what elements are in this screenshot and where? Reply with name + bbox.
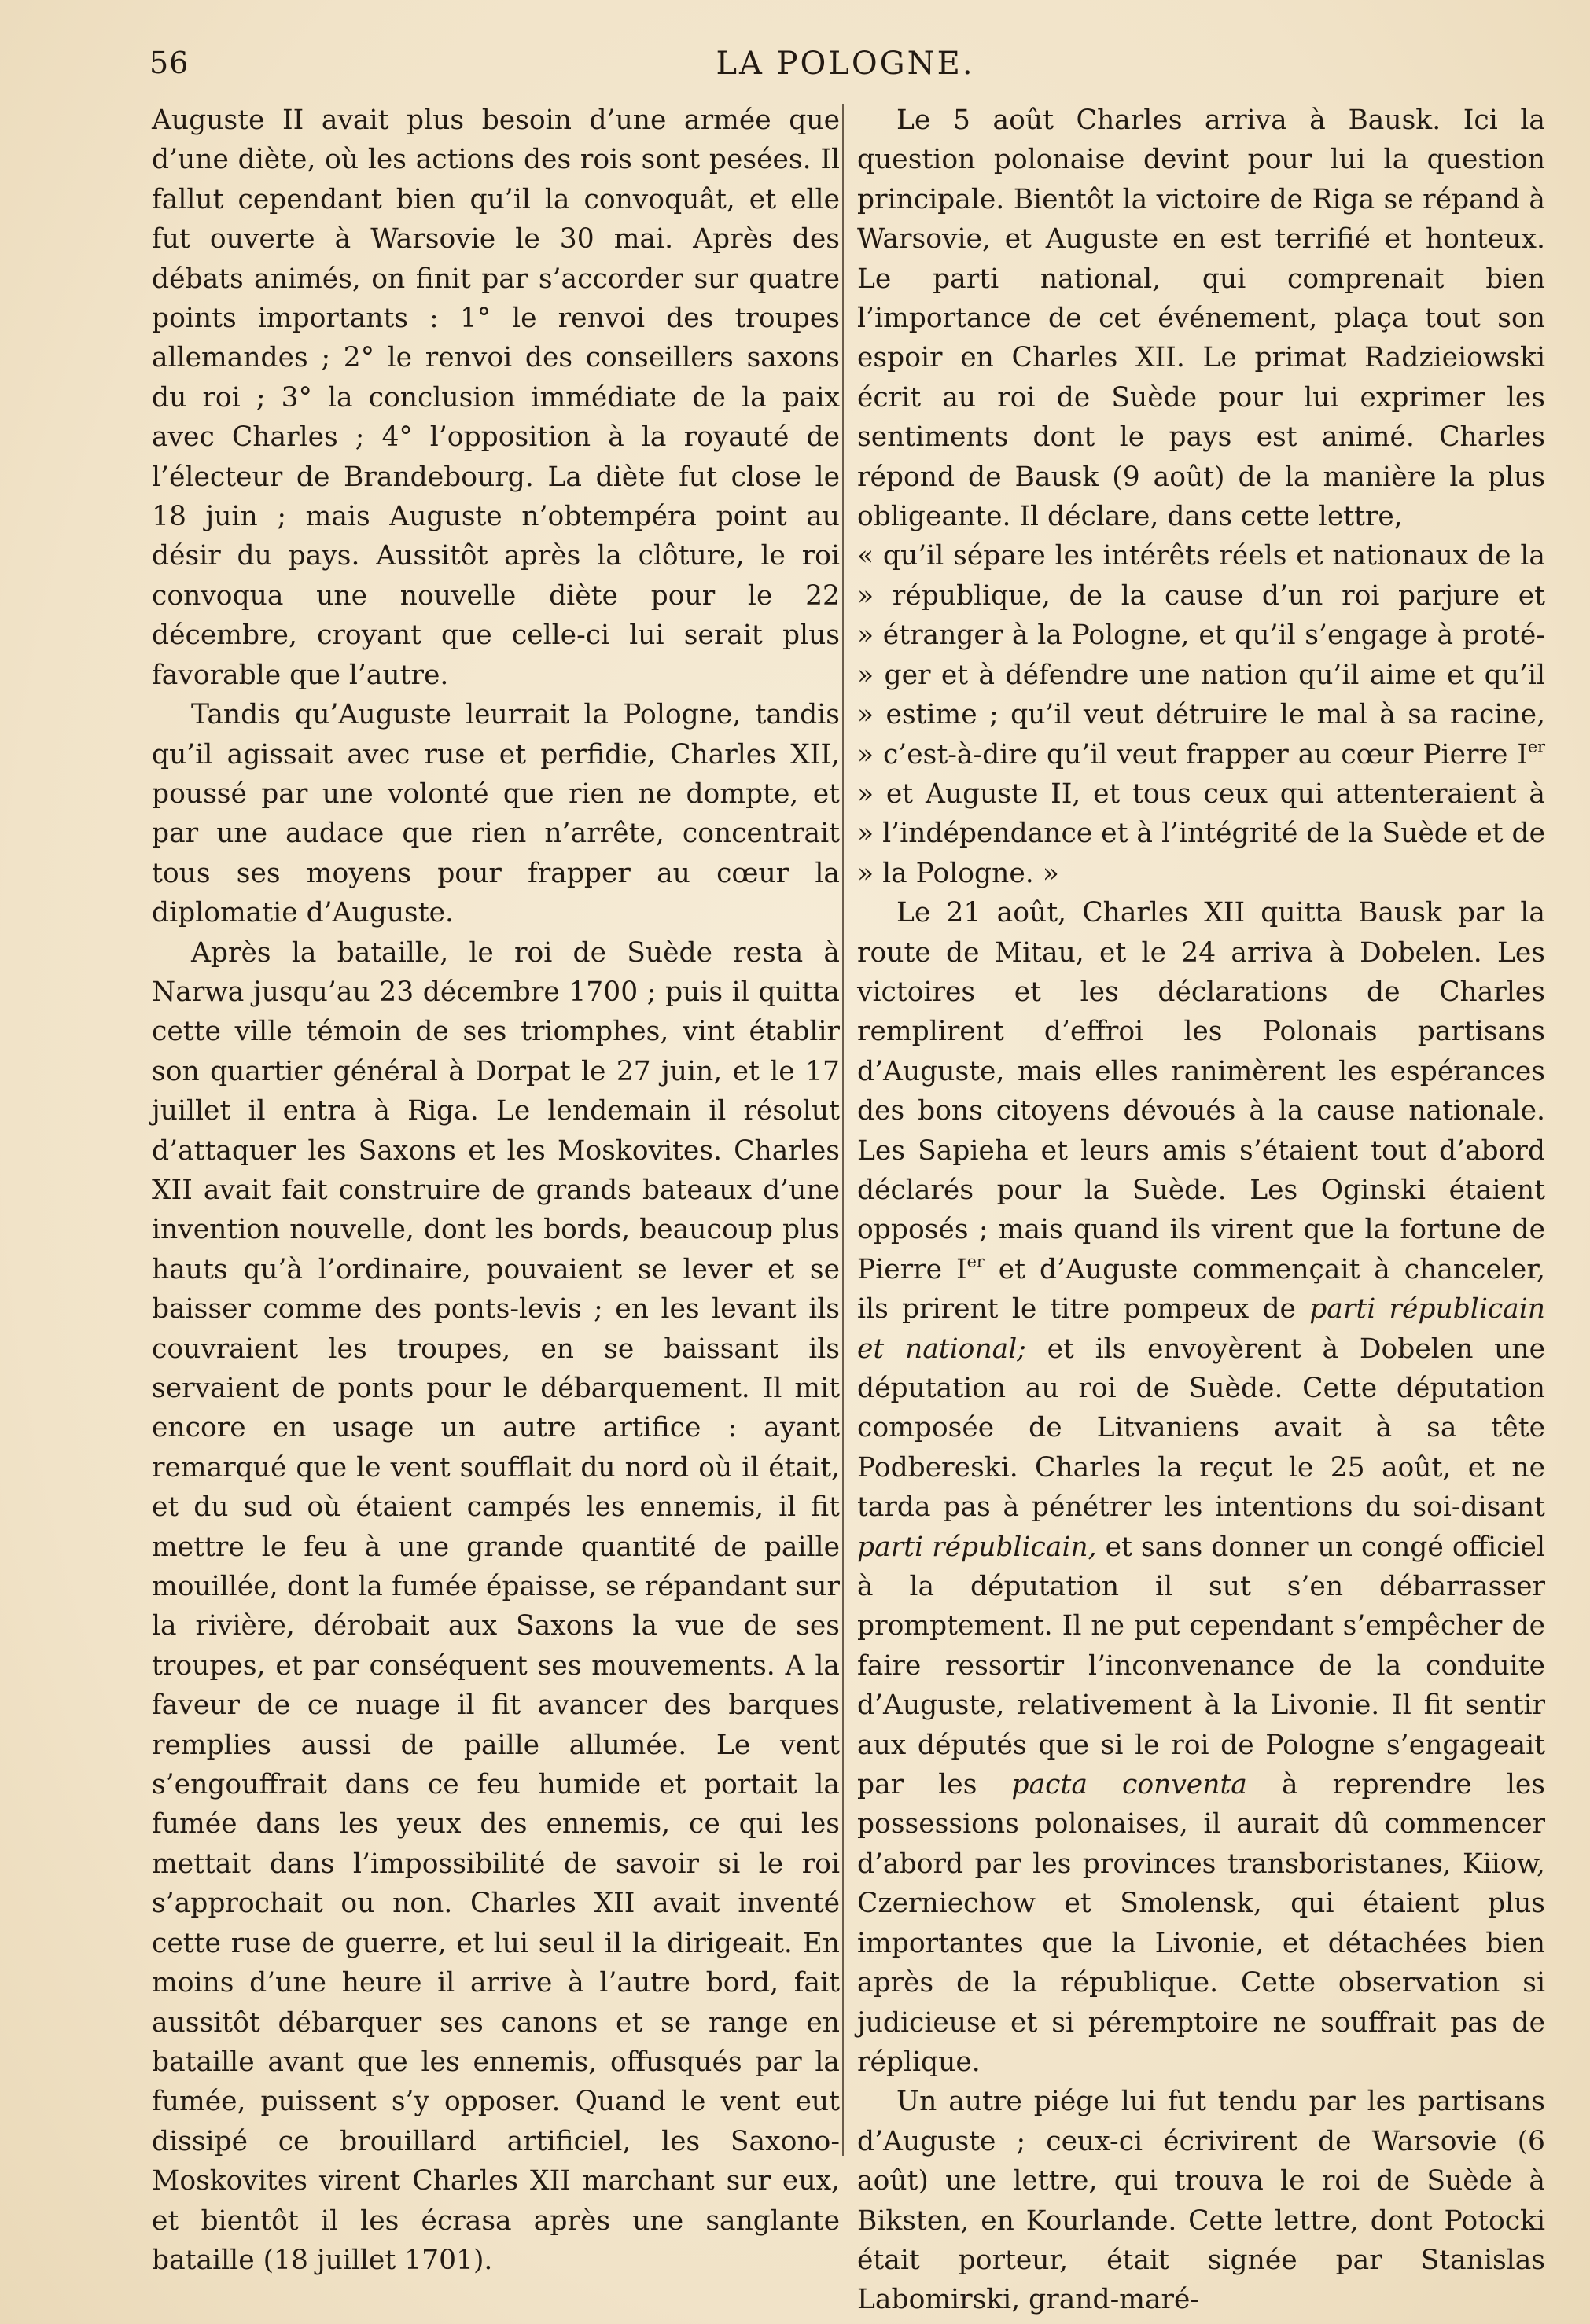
left-column — [152, 101, 840, 2280]
text-run: et sans donner un congé officiel à la députation il sut s’en débarrasser promptement. Il ne put cependant s’empêcher de faire ressortir l’inconvenance de la conduite d’Auguste, relativement à la Livonie. Il fit sentir aux députés que si le roi de Pologne s’engageait par les — [857, 1531, 1545, 1801]
quote-line: » l’indépendance et à l’intégrité de la Suède et de — [857, 818, 1545, 850]
quote-line: » la Pologne. » — [857, 857, 1059, 889]
quote-line: » et Auguste II, et tous ceux qui attenteraient à — [857, 778, 1545, 810]
quote-text: » c’est-à-dire qu’il veut frapper au cœur Pierre I — [857, 738, 1528, 770]
running-title: LA POLOGNE. — [716, 46, 975, 82]
right-column — [857, 101, 1545, 2320]
quote-line: » estime ; qu’il veut détruire le mal à sa racine, — [857, 699, 1545, 731]
superscript: er — [1527, 737, 1545, 756]
quote-line: » république, de la cause d’un roi parjure et — [857, 579, 1545, 612]
right-paragraph-1: Le 5 août Charles arriva à Bausk. Ici la question polonaise devint pour lui la question principale. Bientôt la victoire de Riga se répand à Warsovie, et Auguste en est terrifié et honteux. Le parti national, qui comprenait bien l’importance de cet événement, plaça tout son espoir en Charles XII. Le primat Radzieiowski écrit au roi de Suède pour lui exprimer les sentiments dont le pays est animé. Charles répond de Bausk (9 août) de la manière la plus obligeante. Il déclare, dans cette lettre, — [857, 105, 1545, 533]
quote-line: « qu’il sépare les intérêts réels et nationaux de la — [857, 540, 1545, 572]
text-run: et ils envoyèrent à Dobelen une députation au roi de Suède. Cette députation composée de Litvaniens avait à sa tête Podbereski. Charles la reçut le 25 août, et ne tarda pas à pénétrer les intentions du soi-disant — [857, 1333, 1545, 1524]
column-divider — [842, 104, 844, 2156]
text-run: et d’Auguste commençait à chanceler, ils prirent le titre pompeux de — [857, 1253, 1545, 1326]
text-run: Le 21 août, Charles XII quitta Bausk par la route de Mitau, et le 24 arriva à Dobelen. Les victoires et les déclarations de Charles remplirent d’effroi les Polonais partisans d’Auguste, mais elles ranimèrent les espérances des bons citoyens dévoués à la cause nationale. Les Sapieha et leurs amis s’étaient tout d’abord déclarés pour la Suède. Les Oginski étaient opposés ; mais quand ils virent que la fortune de Pierre I — [857, 897, 1545, 1285]
quote-line: » ger et à défendre une nation qu’il aime et qu’il — [857, 659, 1545, 691]
left-paragraph-1: Auguste II avait plus besoin d’une armée que d’une diète, où les actions des rois sont pesées. Il fallut cependant bien qu’il la convoquât, et elle fut ouverte à Warsovie le 30 mai. Après des débats animés, on finit par s’accorder sur quatre points importants : 1° le renvoi des troupes allemandes ; 2° le renvoi des conseillers saxons du roi ; 3° la conclusion immédiate de la paix avec Charles ; 4° l’opposition à la royauté de l’électeur de Brandebourg. La diète fut close le 18 juin ; mais Auguste n’obtempéra point au désir du pays. Aussitôt après la clôture, le roi convoqua une nouvelle diète pour le 22 décembre, croyant que celle-ci lui serait plus favorable que l’autre. — [152, 105, 840, 691]
right-paragraph-2 — [857, 893, 1545, 2082]
italic-phrase: parti républicain, — [857, 1531, 1097, 1563]
left-paragraph-2: Tandis qu’Auguste leurrait la Pologne, tandis qu’il agissait avec ruse et perfidie, Charles XII, poussé par une volonté que rien ne dompte, et par une audace que rien n’arrête, concentrait tous ses moyens pour frapper au cœur la diplomatie d’Auguste. — [152, 699, 840, 929]
italic-phrase: parti républicain et national; — [857, 1293, 1545, 1365]
quote-line-pierre — [857, 735, 1545, 774]
italic-phrase: pacta conventa — [1011, 1769, 1247, 1801]
page-header — [149, 46, 1541, 93]
page-number: 56 — [149, 46, 190, 80]
right-paragraph-3: Un autre piége lui fut tendu par les partisans d’Auguste ; ceux-ci écrivirent de Warsovie (6 août) une lettre, qui trouva le roi de Suède à Biksten, en Kourlande. Cette lettre, dont Potocki était porteur, était signée par Stanislas Labomirski, grand-maré- — [857, 2086, 1545, 2316]
superscript: er — [966, 1252, 985, 1271]
left-paragraph-3: Après la bataille, le roi de Suède resta à Narwa jusqu’au 23 décembre 1700 ; puis il quitta cette ville témoin de ses triomphes, vint établir son quartier général à Dorpat le 27 juin, et le 17 juillet il entra à Riga. Le lendemain il résolut d’attaquer les Saxons et les Moskovites. Charles XII avait fait construire de grands bateaux d’une invention nouvelle, dont les bords, beaucoup plus hauts qu’à l’ordinaire, pouvaient se lever et se baisser comme des ponts-levis ; en les levant ils couvraient les troupes, en se baissant ils servaient de ponts pour le débarquement. Il mit encore en usage un autre artifice : ayant remarqué que le vent soufflait du nord où il était, et du sud où étaient campés les ennemis, il fit mettre le feu à une grande quantité de paille mouillée, dont la fumée épaisse, se répandant sur la rivière, dérobait aux Saxons la vue de ses troupes, et par conséquent ses mouvements. A la faveur de ce nuage il fit avancer des barques remplies aussi de paille allumée. Le vent s’engouffrait dans ce feu humide et portait la fumée dans les yeux des ennemis, ce qui les mettait dans l’impossibilité de savoir si le roi s’approchait ou non. Charles XII avait inventé cette ruse de guerre, et lui seul il la dirigeait. En moins d’une heure il arrive à l’autre bord, fait aussitôt débarquer ses canons et se range en bataille avant que les ennemis, offusqués par la fumée, puissent s’y opposer. Quand le vent eut dissipé ce brouillard artificiel, les Saxono-Moskovites virent Charles XII marchant sur eux, et bientôt il les écrasa après une sanglante bataille (18 juillet 1701). — [152, 936, 840, 2276]
letter-quotation — [857, 536, 1545, 893]
quote-line: » étranger à la Pologne, et qu’il s’engage à proté- — [857, 620, 1545, 652]
text-run: à reprendre les possessions polonaises, il aurait dû commencer d’abord par les provinces transboristanes, Kiiow, Czerniechow et Smolensk, qui étaient plus importantes que la Livonie, et détachées bien après de la république. Cette observation si judicieuse et si péremptoire ne souffrait pas de réplique. — [857, 1769, 1545, 2078]
